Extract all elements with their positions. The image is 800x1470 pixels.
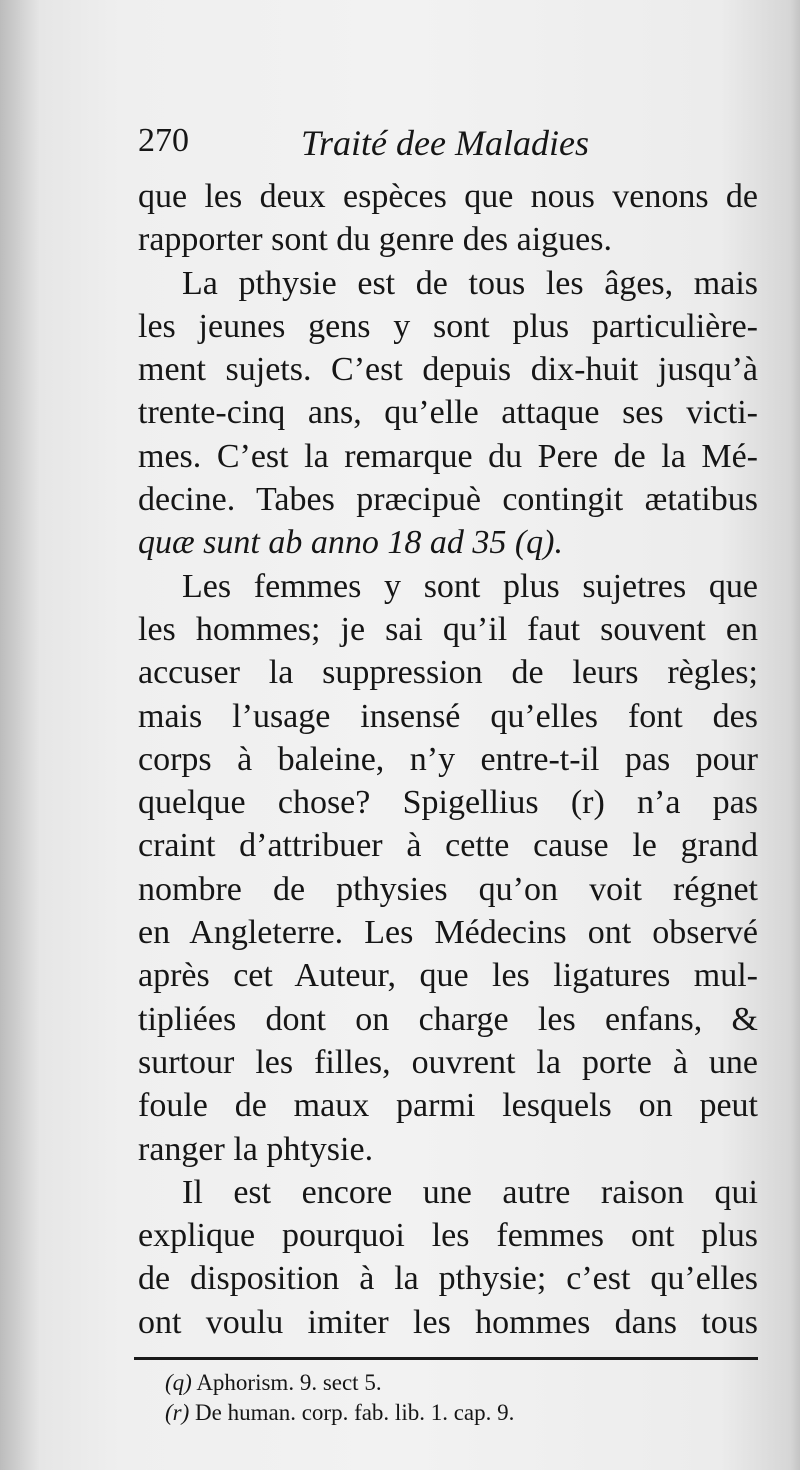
text-line: mes. C’est la remarque du Pere de la Mé- [138,437,758,475]
text-line: après cet Auteur, que les ligatures mul- [138,957,758,995]
text-line-italic: quæ sunt ab anno 18 ad 35 (q). [138,524,563,562]
text-line: craint d’attribuer à cette cause le grand [138,827,758,865]
text-line: que les deux espèces que nous venons de [138,178,758,215]
text-line: Les femmes y sont plus sujetres que [182,567,758,605]
footnote-mark: (r) [165,1400,190,1425]
text-line: en Angleterre. Les Médecins ont observé [138,914,758,952]
footnote-text: De human. corp. fab. lib. 1. cap. 9. [195,1400,515,1425]
text-line: corps à baleine, n’y entre-t-il pas pour [138,740,758,778]
footnotes [165,1368,725,1428]
text-line: ont voulu imiter les hommes dans tous [138,1303,758,1341]
page-header [138,120,758,170]
text-line: accuser la suppression de leurs règles; [138,654,758,692]
footnote-mark: (q) [165,1370,192,1395]
text-line: foule de maux parmi lesquels on peut [138,1087,758,1125]
footnote-r [165,1398,725,1428]
text-line: La pthysie est de tous les âges, mais [182,264,758,302]
text-line: explique pourquoi les femmes ont plus [138,1217,758,1255]
text-line: quelque chose? Spigellius (r) n’a pas [138,784,758,822]
footnote-q [165,1368,725,1398]
text-line: les jeunes gens y sont plus particulière- [138,307,758,345]
footnote-text: Aphorism. 9. sect 5. [196,1370,382,1395]
footnote-divider [134,1357,758,1360]
text-line: mais l’usage insensé qu’elles font des [138,697,758,735]
text-line: nombre de pthysies qu’on voit régnet [138,870,758,908]
text-line: trente-cinq ans, qu’elle attaque ses victi- [138,394,758,432]
running-title: Traité dee Maladies [301,123,589,163]
text-line: les hommes; je sai qu’il faut souvent en [138,610,758,648]
text-line: decine. Tabes præcipuè contingit ætatibus [138,481,758,519]
text-line: de disposition à la pthysie; c’est qu’elles [138,1260,758,1298]
text-line: tipliées dont on charge les enfans, & [138,1000,758,1038]
body-text [138,175,758,1344]
text-line: ranger la phtysie. [138,1130,374,1168]
page-number: 270 [138,122,189,159]
text-line: Il est encore une autre raison qui [182,1173,758,1211]
text-line: ment sujets. C’est depuis dix-huit jusqu’à [138,351,758,389]
text-line: surtour les filles, ouvrent la porte à une [138,1043,758,1081]
text-line: rapporter sont du genre des aigues. [138,221,612,259]
